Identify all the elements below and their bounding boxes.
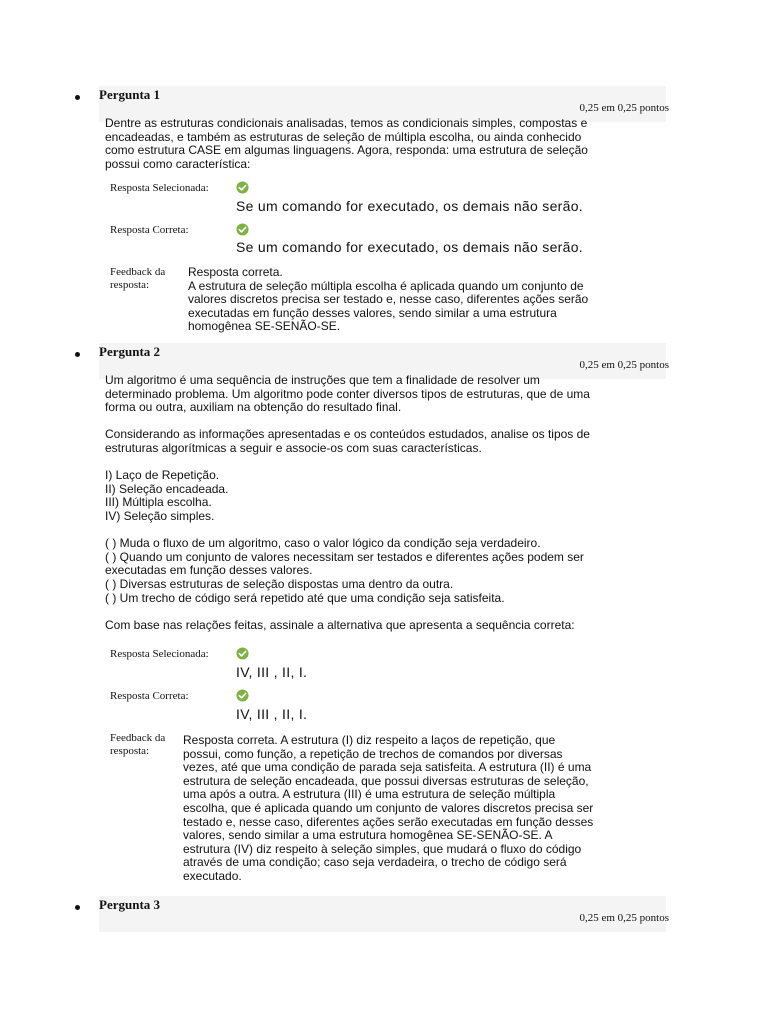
- feedback-label: Feedback da resposta:: [110, 266, 166, 291]
- feedback-label: Feedback da resposta:: [110, 732, 166, 757]
- selected-answer: Se um comando for executado, os demais não serão.: [236, 198, 584, 214]
- check-circle-icon: [236, 647, 249, 660]
- question-title: Pergunta 1: [99, 87, 161, 102]
- bullet-icon: [75, 352, 80, 357]
- check-circle-icon: [236, 181, 249, 194]
- correct-answer-label: Resposta Correta:: [110, 690, 189, 702]
- feedback-text: Resposta correta. A estrutura (I) diz respeito a laços de repetição, que possui, como função, a repetição de trechos de comandos por diversas vezes, até que uma condição de parada seja satisfeita. A estrutura (II) é uma estrutura de seleção encadeada, que possui diversas estruturas de seleção, uma após a outra. A estrutura (III) é uma estrutura de seleção múltipla escolha, que é aplicada quando um conjunto de valores discretos precisa ser testado e, nesse caso, diferentes ações serão executadas em função desses valores, sendo similar a uma estrutura homogênea SE-SENÃO-SE. A estrutura (IV) diz respeito à seleção simples, que mudará o fluxo do código através de uma condição; caso seja verdadeira, o trecho de código será executado.: [183, 733, 594, 883]
- selected-answer-label: Resposta Selecionada:: [110, 182, 209, 194]
- question-title: Pergunta 3: [99, 897, 161, 912]
- question-title: Pergunta 2: [99, 344, 161, 359]
- question-text: Um algoritmo é uma sequência de instruções que tem a finalidade de resolver um determinado problema. Um algoritmo pode conter diversos tipos de estruturas, que de uma forma ou outra, auxiliam na obtenção do resultado final. Considerando as informações apresentadas e os conteúdos estudados, analise os tipos de estruturas algorítmicas a seguir e associe-os com suas características. I) Laço de Repetição. II) Seleção encadeada. III) Múltipla escolha. IV) Seleção simples. ( ) Muda o fluxo de um algoritmo, caso o valor lógico da condição seja verdadeiro. ( ) Quando um conjunto de valores necessitam ser testados e diferentes ações podem ser executadas em função desses valores. ( ) Diversas estruturas de seleção dispostas uma dentro da outra. ( ) Um trecho de código será repetido até que uma condição seja satisfeita. Com base nas relações feitas, assinale a alternativa que apresenta a sequência correta:: [105, 373, 590, 632]
- correct-answer: Se um comando for executado, os demais não serão.: [236, 239, 584, 255]
- correct-answer-label: Resposta Correta:: [110, 224, 189, 236]
- bullet-icon: [75, 95, 80, 100]
- question-text: Dentre as estruturas condicionais analisadas, temos as condicionais simples, compostas e encadeadas, e também as estruturas de seleção de múltipla escolha, ou ainda conhecido como estrutura CASE em algumas linguagens. Agora, responda: uma estrutura de seleção possui como característica:: [105, 116, 588, 171]
- check-circle-icon: [236, 223, 249, 236]
- correct-answer: IV, III , II, I.: [236, 706, 308, 722]
- question-score: 0,25 em 0,25 pontos: [579, 912, 669, 924]
- bullet-icon: [75, 905, 80, 910]
- selected-answer-label: Resposta Selecionada:: [110, 648, 209, 660]
- question-score: 0,25 em 0,25 pontos: [579, 102, 669, 114]
- check-circle-icon: [236, 689, 249, 702]
- question-score: 0,25 em 0,25 pontos: [579, 359, 669, 371]
- feedback-text: Resposta correta. A estrutura de seleção múltipla escolha é aplicada quando um conjunto de valores discretos precisa ser testado e, nesse caso, diferentes ações serão executadas em função desses valores, sendo similar a uma estrutura homogênea SE-SENÃO-SE.: [188, 265, 589, 334]
- selected-answer: IV, III , II, I.: [236, 664, 308, 680]
